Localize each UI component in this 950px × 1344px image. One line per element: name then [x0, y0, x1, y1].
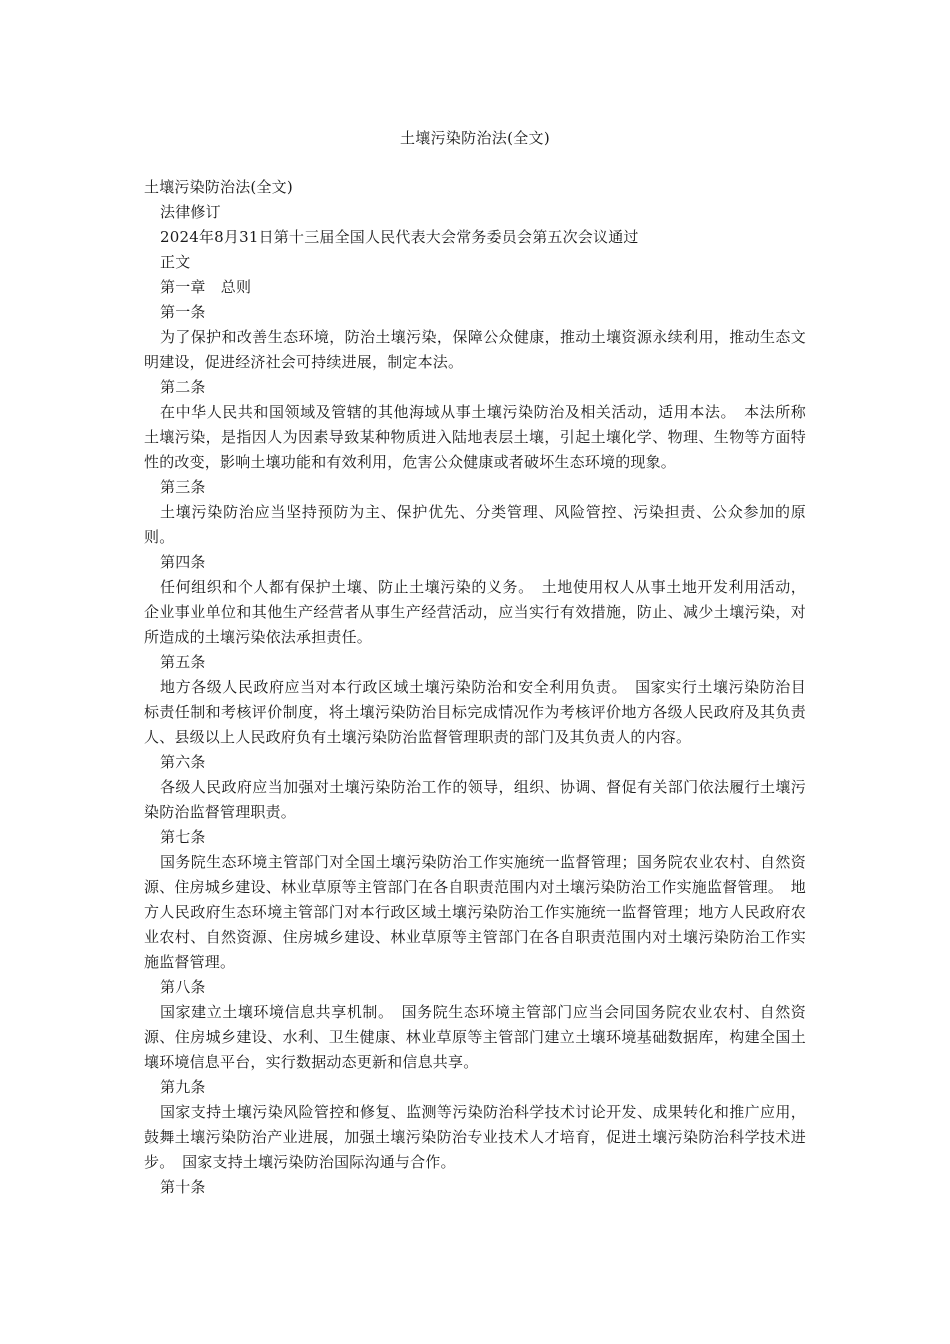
body-paragraph: 第四条	[160, 553, 206, 571]
body-paragraph: 第五条	[160, 653, 206, 671]
body-paragraph: 第十条	[160, 1178, 206, 1196]
body-paragraph: 2024年8月31日第十三届全国人民代表大会常务委员会第五次会议通过	[160, 228, 639, 246]
body-paragraph: 第八条	[160, 978, 206, 996]
body-paragraph: 第三条	[160, 478, 206, 496]
body-paragraph: 法律修订	[160, 203, 221, 221]
body-paragraph: 任何组织和个人都有保护土壤、防止土壤污染的义务。 土地使用权人从事土地开发利用活动，企业事业单位和其他生产经营者从事生产经营活动，应当实行有效措施，防止、减少土壤污染，对所造成的土壤污染依法承担责任。	[144, 578, 806, 646]
body-paragraph: 第七条	[160, 828, 206, 846]
body-paragraph: 国务院生态环境主管部门对全国土壤污染防治工作实施统一监督管理；国务院农业农村、自然资源、住房城乡建设、林业草原等主管部门在各自职责范围内对土壤污染防治工作实施监督管理。 地方人民政府生态环境主管部门对本行政区域土壤污染防治工作实施统一监督管理；地方人民政府农业农村、自然资源、住房城乡建设、林业草原等主管部门在各自职责范围内对土壤污染防治工作实施监督管理。	[144, 853, 806, 971]
body-paragraph: 土壤污染防治法(全文)	[144, 178, 293, 196]
body-paragraph: 各级人民政府应当加强对土壤污染防治工作的领导，组织、协调、督促有关部门依法履行土壤污染防治监督管理职责。	[144, 778, 806, 821]
document-body	[144, 175, 806, 1200]
document-title: 土壤污染防治法(全文)	[399, 129, 550, 147]
body-paragraph: 国家支持土壤污染风险管控和修复、监测等污染防治科学技术讨论开发、成果转化和推广应用，鼓舞土壤污染防治产业进展，加强土壤污染防治专业技术人才培育，促进土壤污染防治科学技术进步。 国家支持土壤污染防治国际沟通与合作。	[144, 1103, 806, 1171]
body-paragraph: 第一条	[160, 303, 206, 321]
body-paragraph: 土壤污染防治应当坚持预防为主、保护优先、分类管理、风险管控、污染担责、公众参加的原则。	[144, 503, 806, 546]
body-paragraph: 第一章 总则	[160, 278, 252, 296]
body-paragraph: 正文	[160, 253, 191, 271]
body-paragraph: 地方各级人民政府应当对本行政区域土壤污染防治和安全利用负责。 国家实行土壤污染防治目标责任制和考核评价制度，将土壤污染防治目标完成情况作为考核评价地方各级人民政府及其负责人、县级以上人民政府负有土壤污染防治监督管理职责的部门及其负责人的内容。	[144, 678, 806, 746]
body-paragraph: 第二条	[160, 378, 206, 396]
body-paragraph: 第九条	[160, 1078, 206, 1096]
body-paragraph: 国家建立土壤环境信息共享机制。 国务院生态环境主管部门应当会同国务院农业农村、自然资源、住房城乡建设、水利、卫生健康、林业草原等主管部门建立土壤环境基础数据库，构建全国土壤环境信息平台，实行数据动态更新和信息共享。	[144, 1003, 806, 1071]
body-paragraph: 在中华人民共和国领域及管辖的其他海域从事土壤污染防治及相关活动，适用本法。 本法所称土壤污染，是指因人为因素导致某种物质进入陆地表层土壤，引起土壤化学、物理、生物等方面特性的改变，影响土壤功能和有效利用，危害公众健康或者破坏生态环境的现象。	[144, 403, 806, 471]
body-paragraph: 第六条	[160, 753, 206, 771]
body-paragraph: 为了保护和改善生态环境，防治土壤污染，保障公众健康，推动土壤资源永续利用，推动生态文明建设，促进经济社会可持续进展，制定本法。	[144, 328, 806, 371]
